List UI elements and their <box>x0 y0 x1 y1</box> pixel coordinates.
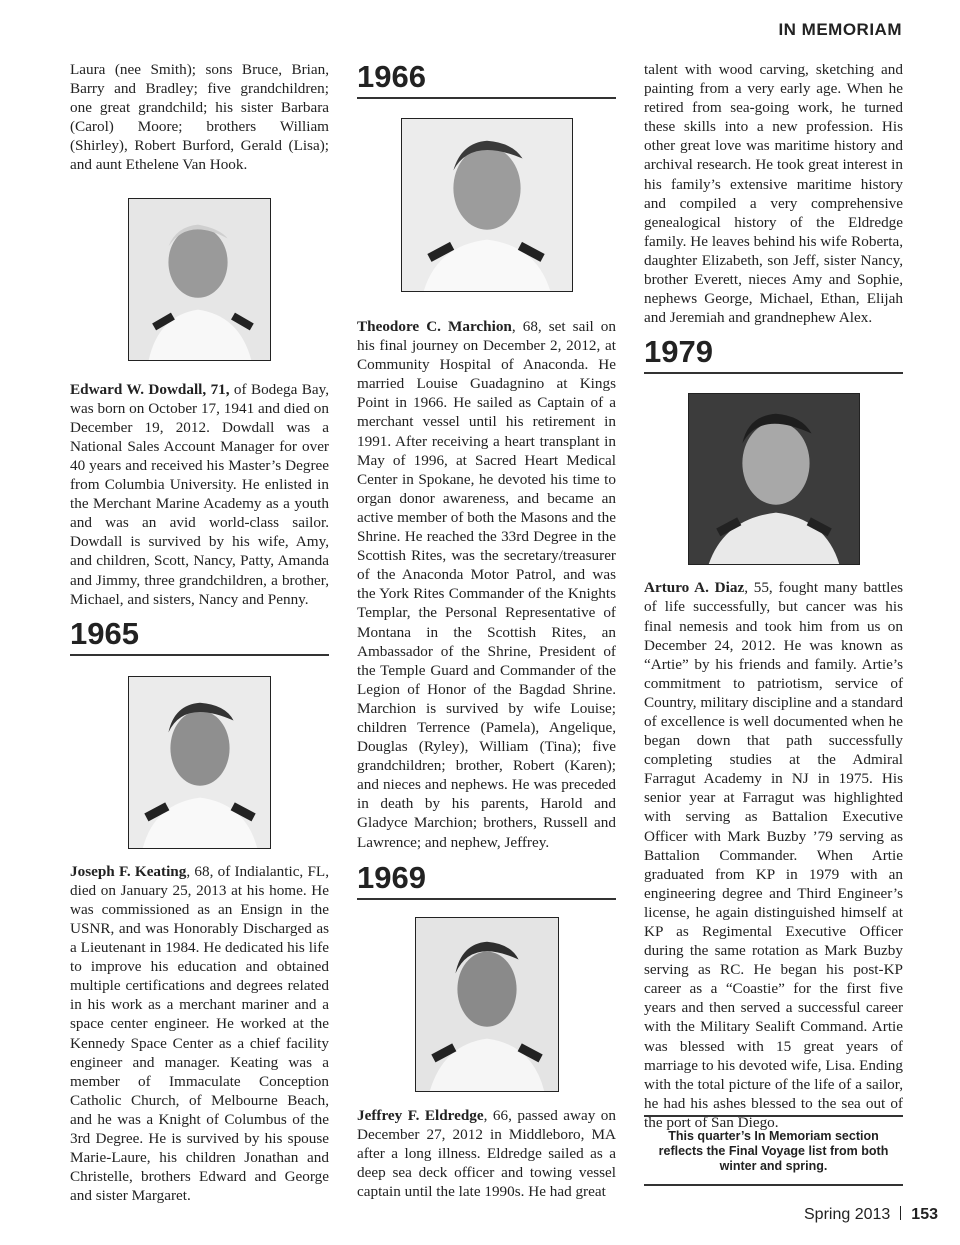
obituary-body: , 68, of Indialantic, FL, died on January 25, 2013 at his home. He was commissioned as an Ensign in the USNR, and was Honorably Discharged as a Lieutenant in 1984. He dedicated his life to improve his education and obtained multiple certifications and degrees related in his work as a merchant mariner and a space center engineer. He worked at the Kennedy Space Center as a chief facility engineer and manager. Keating was a member of Immaculate Conception Catholic Church, of Melbourne Beach, and he was a Knight of Columbus of the 3rd Degree. He is survived by his spouse Marie-Laure, his children Jonathan and Christelle, brothers Edward and George and sister Margaret. <box>70 862 329 1205</box>
obituary-name: Joseph F. Keating <box>70 862 187 880</box>
page-number: 153 <box>911 1206 938 1223</box>
column-left <box>70 60 329 1205</box>
continued-obituary-text: Laura (nee Smith); sons Bruce, Brian, Barry and Bradley; five grandchildren; one great grandchild; his sister Barbara (Carol) Moore; brothers William (Shirley), Robert Burford, Gerald (Lisa); and aunt Ethelene Van Hook. <box>70 61 329 174</box>
page-footer <box>804 1206 938 1224</box>
continued-obituary-text: talent with wood carving, sketching and painting from a very early age. When he retired from sea-going work, he turned these skills into a new profession. His other great love was maritime history and archival research. He took great interest in his family’s extensive maritime history and compiled a very comprehensive genealogical history of the Eldredge family. He leaves behind his wife Roberta, daughter Elizabeth, son Jeff, sister Nancy, brother Everett, nieces Amy and Sophie, nephews George, Michael, Ethan, Elijah and Jeremiah and grandnephew Alex. <box>644 61 903 327</box>
year-heading-1969: 1969 <box>357 861 616 900</box>
obituary-dowdall <box>70 380 329 609</box>
obituary-name: Theodore C. Marchion <box>357 318 512 335</box>
obituary-name: Edward W. Dowdall, 71, <box>70 380 230 398</box>
section-note: This quarter’s In Memoriam section reflects the Final Voyage list from both winter and spring. <box>644 1115 903 1186</box>
year-heading-1965: 1965 <box>70 617 329 656</box>
obituary-eldredge <box>357 1106 616 1201</box>
portrait-photo-keating <box>128 676 271 849</box>
column-right <box>644 60 903 1132</box>
year-heading-1979: 1979 <box>644 335 903 374</box>
portrait-photo-eldredge <box>415 917 559 1092</box>
year-heading-1966: 1966 <box>357 60 616 99</box>
obituary-body: , 66, passed away on December 27, 2012 in Middleboro, MA after a long illness. Eldredge sailed as a deep sea deck officer and towing vessel captain until the late 1990s. He had great <box>357 1106 616 1200</box>
obituary-body: , 68, set sail on his final journey on December 2, 2012, at Community Hospital of Anaconda. He married Louise Guadagnino at Kings Point in 1966. He sailed as Captain of a merchant vessel until his retirement in 1991. After receiving a heart transplant in May of 1996, at Sacred Heart Medical Center in Spokane, he devoted his time to organ donor awareness, and became an active member of both the Masons and the Shrine. He reached the 33rd Degree in the Scottish Rites, was the secretary/treasurer of the Anaconda Motor Patrol, and was the York Rites Commander of the Knights Templar, the Personal Representative of Montana in the Scottish Rites, an Ambassador of the Shrine, President of the Temple Guard and Commander of the Legion of Honor of the Bagdad Shrine. Marchion is survived by wife Louise; children Terrence (Pamela), Angelique, Douglas (Ryley), William (Tina); five grandchildren; brother, Robert (Karen); and nieces and nephews. He was preceded in death by his parents, Harold and Gladyce Marchion; brothers, Russell and Lawrence; and nephew, Jeffrey. <box>357 318 616 851</box>
section-header: IN MEMORIAM <box>778 20 902 39</box>
obituary-marchion <box>357 317 616 852</box>
obituary-body: of Bodega Bay, was born on October 17, 1941 and died on December 19, 2012. Dowdall was a National Sales Account Manager for over 40 years and received his Master’s Degree from Columbia University. He enlisted in the Merchant Marine Academy as a youth and was an avid world-class sailor. Dowdall is survived by his wife, Amy, and children, Scott, Nancy, Patty, Amanda and Jimmy, three grandchildren, a brother, Michael, and sisters, Nancy and Penny. <box>70 380 329 608</box>
portrait-photo-marchion <box>401 118 573 292</box>
portrait-photo-dowdall <box>128 198 271 361</box>
portrait-photo-diaz <box>688 393 860 565</box>
column-middle <box>357 60 616 1201</box>
obituary-keating <box>70 862 329 1206</box>
issue-label: Spring 2013 <box>804 1206 891 1223</box>
obituary-diaz <box>644 578 903 1132</box>
footer-divider <box>900 1206 901 1220</box>
obituary-name: Arturo A. Diaz <box>644 579 745 597</box>
obituary-body: , 55, fought many battles of life successfully, but cancer was his final nemesis and took him from us on December 24, 2012. He was known as “Artie” by his friends and family. Artie’s commitment to patriotism, service of Country, military discipline and a standard of excellence is well documented when he began down that path successfully completing studies at the Admiral Farragut Academy in NJ in 1975. His senior year at Farragut was highlighted with serving as Battalion Executive Officer with Mark Buzby ’79 serving as Battalion Commander. When Artie graduated from KP in 1979 with an engineering degree and Third Engineer’s license, he again distinguished himself at KP as Regimental Executive Officer during the same rotation as Mark Buzby serving as RC. He began his post-KP career as a “Coastie” for the first five years and then served a successful career with the Military Sealift Command. Artie was blessed with 15 great years of marriage to his devoted wife, Lisa. Ending with the total picture of the life of a sailor, he had his ashes blessed to the sea out of the port of San Diego. <box>644 579 903 1131</box>
obituary-name: Jeffrey F. Eldredge <box>357 1106 484 1124</box>
